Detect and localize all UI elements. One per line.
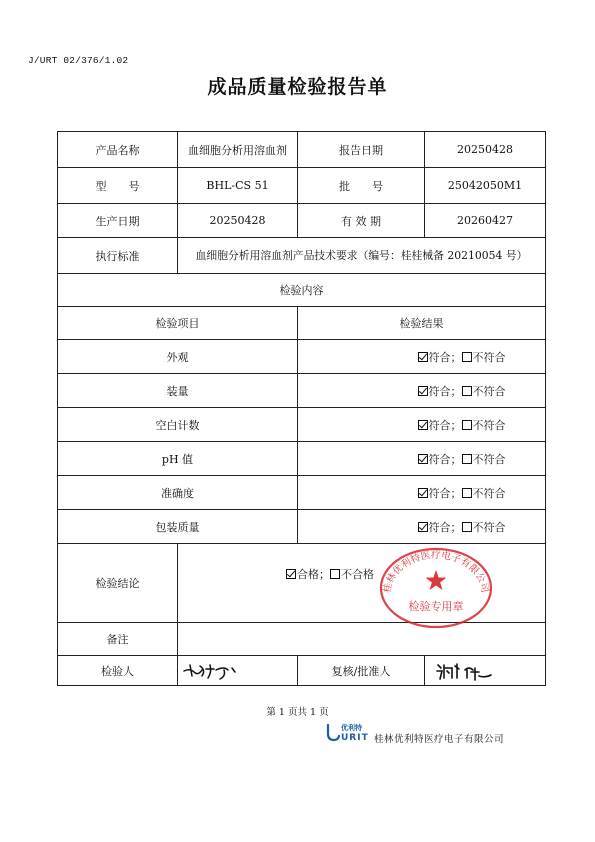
expiry-label: 有 效 期: [298, 204, 425, 238]
conclusion-label: 检验结论: [58, 544, 178, 623]
inspector-signature-cell: [178, 656, 298, 686]
item-header: 检验项目: [58, 307, 298, 340]
remarks-label: 备注: [58, 623, 178, 656]
inspection-result: [298, 340, 546, 374]
star-icon: [426, 570, 447, 590]
conform-checkbox[interactable]: [418, 386, 428, 396]
reviewer-signature-cell: [425, 656, 546, 686]
nonconform-checkbox[interactable]: [462, 522, 472, 532]
inspection-item-name: 准确度: [58, 476, 298, 510]
conform-checkbox[interactable]: [418, 420, 428, 430]
conform-label: 符合；: [428, 350, 462, 364]
row-conclusion: [58, 544, 546, 623]
nonconform-label: 不符合: [472, 452, 506, 466]
nonconform-label: 不符合: [472, 486, 506, 500]
pass-label: 合格；: [297, 568, 330, 581]
row-model: [58, 168, 546, 204]
conform-label: 符合；: [428, 520, 462, 534]
report-date-label: 报告日期: [298, 132, 425, 168]
conform-checkbox[interactable]: [418, 522, 428, 532]
reviewer-label: 复核/批准人: [298, 656, 425, 686]
inspector-signature: [180, 660, 240, 682]
batch-label: 批 号: [298, 168, 425, 204]
conclusion-cell: [178, 544, 546, 623]
nonconform-label: 不符合: [472, 520, 506, 534]
inspection-result: [298, 442, 546, 476]
inspection-result: [298, 408, 546, 442]
inspection-item-name: 外观: [58, 340, 298, 374]
pass-checkbox[interactable]: [286, 569, 296, 579]
inspection-row: [58, 340, 546, 374]
inspection-result: [298, 476, 546, 510]
product-name-value: 血细胞分析用溶血剂: [178, 132, 298, 168]
inspection-section-title: 检验内容: [58, 274, 546, 307]
nonconform-checkbox[interactable]: [462, 386, 472, 396]
document-number: J/URT 02/376/1.02: [28, 55, 129, 66]
svg-text:桂林优利特医疗电子有限公司: 桂林优利特医疗电子有限公司: [381, 550, 491, 594]
production-date-label: 生产日期: [58, 204, 178, 238]
production-date-value: 20250428: [178, 204, 298, 238]
fail-checkbox[interactable]: [330, 569, 340, 579]
inspection-item-name: 装量: [58, 374, 298, 408]
batch-value: 25042050M1: [425, 168, 546, 204]
standard-label: 执行标准: [58, 238, 178, 274]
conform-label: 符合；: [428, 486, 462, 500]
urit-logo: [326, 722, 372, 742]
svg-text:URIT: URIT: [341, 733, 369, 742]
inspection-item-name: 包装质量: [58, 510, 298, 544]
conform-label: 符合；: [428, 418, 462, 432]
inspection-item-name: pH 值: [58, 442, 298, 476]
nonconform-checkbox[interactable]: [462, 454, 472, 464]
inspection-row: [58, 510, 546, 544]
inspection-seal: [376, 544, 496, 630]
inspection-row: [58, 408, 546, 442]
seal-purpose: 检验专用章: [408, 600, 464, 613]
product-name-label: 产品名称: [58, 132, 178, 168]
inspection-row: [58, 374, 546, 408]
conform-checkbox[interactable]: [418, 352, 428, 362]
inspection-result: [298, 374, 546, 408]
inspection-item-name: 空白计数: [58, 408, 298, 442]
inspection-report-table: [57, 131, 546, 686]
nonconform-checkbox[interactable]: [462, 420, 472, 430]
conform-label: 符合；: [428, 452, 462, 466]
conform-checkbox[interactable]: [418, 454, 428, 464]
nonconform-label: 不符合: [472, 384, 506, 398]
result-header: 检验结果: [298, 307, 546, 340]
row-product-name: [58, 132, 546, 168]
model-label: 型 号: [58, 168, 178, 204]
nonconform-checkbox[interactable]: [462, 488, 472, 498]
row-inspection-section: [58, 274, 546, 307]
expiry-value: 20260427: [425, 204, 546, 238]
conclusion-result: [286, 566, 374, 582]
footer-company: 桂林优利特医疗电子有限公司: [374, 734, 505, 745]
svg-text:优利特: 优利特: [341, 724, 362, 732]
row-standard: [58, 238, 546, 274]
logo-mark-icon: [328, 725, 339, 740]
page-info: 第 1 页共 1 页: [266, 707, 329, 718]
nonconform-checkbox[interactable]: [462, 352, 472, 362]
standard-value: 血细胞分析用溶血剂产品技术要求（编号：桂桂械备 20210054 号）: [178, 238, 546, 274]
report-date-value: 20250428: [425, 132, 546, 168]
row-inspection-headers: [58, 307, 546, 340]
row-signatures: [58, 656, 546, 686]
inspection-row: [58, 476, 546, 510]
row-production-date: [58, 204, 546, 238]
inspection-result: [298, 510, 546, 544]
conform-checkbox[interactable]: [418, 488, 428, 498]
reviewer-signature: [435, 660, 495, 682]
model-value: BHL-CS 51: [178, 168, 298, 204]
nonconform-label: 不符合: [472, 350, 506, 364]
report-title: 成品质量检验报告单: [207, 76, 388, 98]
fail-label: 不合格: [341, 568, 374, 581]
nonconform-label: 不符合: [472, 418, 506, 432]
inspector-label: 检验人: [58, 656, 178, 686]
conform-label: 符合；: [428, 384, 462, 398]
inspection-row: [58, 442, 546, 476]
